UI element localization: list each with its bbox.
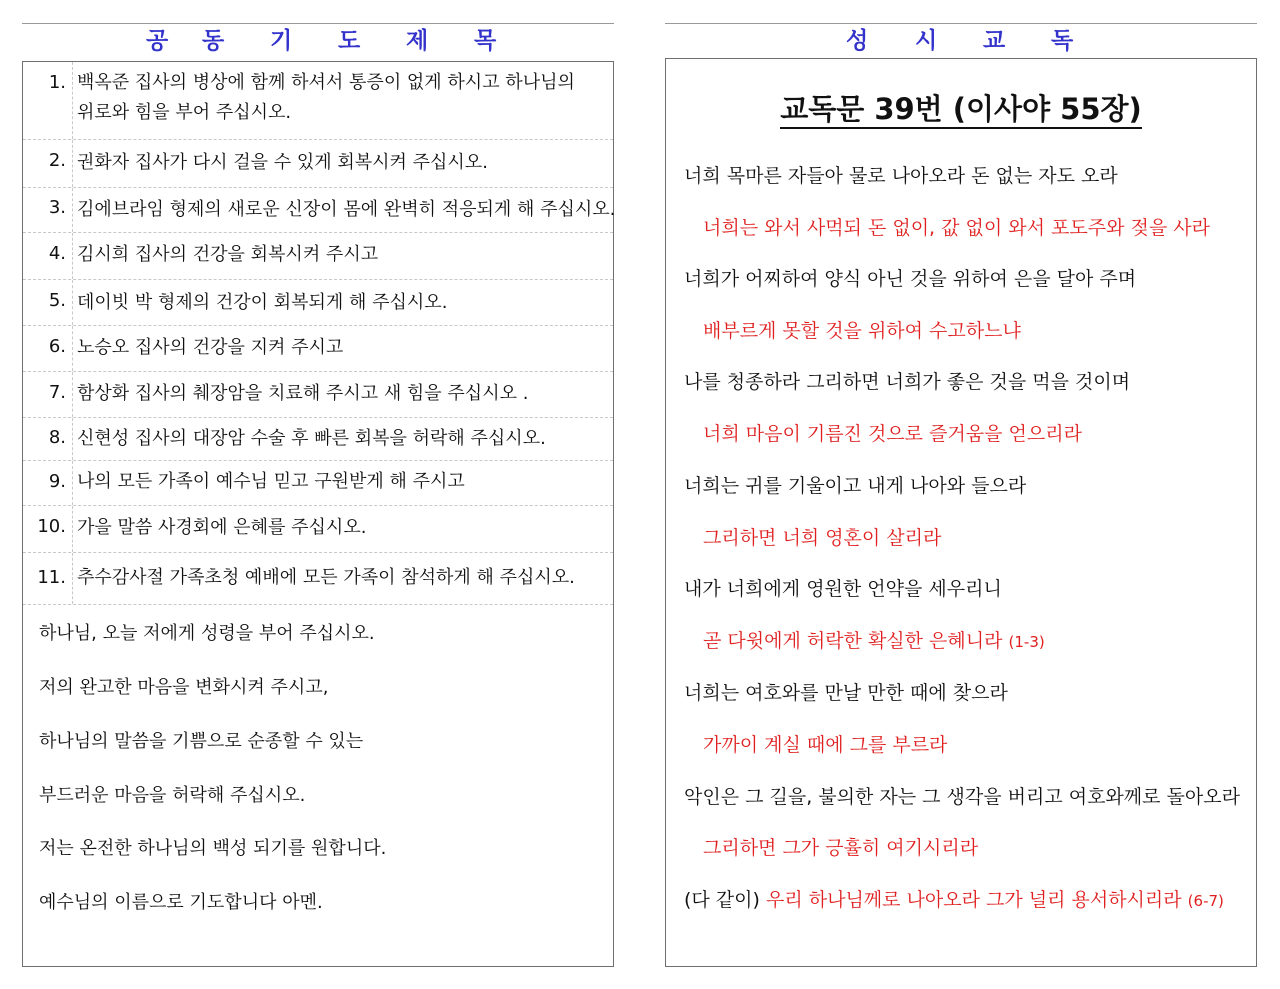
reading-leader-line: 악인은 그 길을, 불의한 자는 그 생각을 버리고 여호와께로 돌아오라 <box>684 786 1240 808</box>
prayer-heading <box>22 26 614 56</box>
reading-heading-char: 시 <box>915 28 938 54</box>
prayer-item-text: 백옥준 집사의 병상에 함께 하셔서 통증이 없게 하시고 하나님의 위로와 힘을 부어 주십시오. <box>77 72 575 123</box>
prayer-item <box>23 280 613 326</box>
prayer-panel <box>22 61 614 967</box>
prayer-item <box>23 418 613 461</box>
prayer-item-text: 추수감사절 가족초청 예배에 모든 가족이 참석하게 해 주십시오. <box>77 567 575 588</box>
prayer-item-number: 4. <box>48 243 66 264</box>
prayer-heading-char: 제 <box>406 28 429 54</box>
prayer-item <box>23 188 616 233</box>
prayer-closing-line: 하나님의 말씀을 기쁨으로 순종할 수 있는 <box>39 731 364 752</box>
right-top-rule <box>665 23 1257 24</box>
reading-response-line: 너희 마음이 기름진 것으로 즐거움을 얻으리라 <box>703 423 1082 445</box>
reading-leader-line: 너희는 귀를 기울이고 내게 나아와 들으라 <box>684 475 1027 497</box>
prayer-item <box>23 326 613 372</box>
prayer-item <box>23 553 613 605</box>
prayer-item-text: 함상화 집사의 췌장암을 치료해 주시고 새 힘을 주십시오 . <box>77 383 529 404</box>
reading-title: 교독문 39번 (이사야 55장) <box>666 90 1256 128</box>
prayer-closing-line: 저의 완고한 마음을 변화시켜 주시고, <box>39 677 329 698</box>
prayer-heading-char: 도 <box>338 28 361 54</box>
prayer-heading-char: 목 <box>474 28 497 54</box>
reading-response-line: 그리하면 너희 영혼이 살리라 <box>703 527 942 549</box>
verse-reference: (6-7) <box>1187 892 1224 910</box>
prayer-closing-line: 하나님, 오늘 저에게 성령을 부어 주십시오. <box>39 623 375 644</box>
prayer-item-text: 나의 모든 가족이 예수님 믿고 구원받게 해 주시고 <box>77 471 465 492</box>
prayer-item-text: 김에브라임 형제의 새로운 신장이 몸에 완벽히 적응되게 해 주십시오. <box>77 199 616 220</box>
reading-heading-char: 성 <box>846 28 869 54</box>
prayer-item-number: 5. <box>48 290 66 311</box>
prayer-item-text: 데이빗 박 형제의 건강이 회복되게 해 주십시오. <box>77 292 448 313</box>
reading-response-line: 그리하면 그가 긍휼히 여기시리라 <box>703 837 979 859</box>
reading-unison-line <box>684 887 1224 914</box>
prayer-item-text: 신현성 집사의 대장암 수술 후 빠른 회복을 허락해 주십시오. <box>77 428 546 449</box>
prayer-item-number: 1. <box>48 72 66 93</box>
reading-leader-line: 너희는 여호와를 만날 만한 때에 찾으라 <box>684 682 1008 704</box>
reading-leader-line: 나를 청종하라 그리하면 너희가 좋은 것을 먹을 것이며 <box>684 371 1131 393</box>
prayer-item-text: 노승오 집사의 건강을 지켜 주시고 <box>77 337 344 358</box>
prayer-closing-line: 부드러운 마음을 허락해 주십시오. <box>39 785 306 806</box>
prayer-item-text: 권화자 집사가 다시 걸을 수 있게 회복시켜 주십시오. <box>77 152 488 173</box>
unison-text: 우리 하나님께로 나아오라 그가 널리 용서하시리라 <box>765 889 1182 911</box>
prayer-heading-char: 공 <box>146 28 169 54</box>
prayer-item-number: 6. <box>48 336 66 357</box>
prayer-closing-line: 예수님의 이름으로 기도합니다 아멘. <box>39 892 323 913</box>
reading-response-line: 가까이 계실 때에 그를 부르라 <box>703 734 948 756</box>
prayer-item-text: 김시희 집사의 건강을 회복시켜 주시고 <box>77 244 379 265</box>
reading-leader-line: 너희 목마른 자들아 물로 나아오라 돈 없는 자도 오라 <box>684 165 1118 187</box>
prayer-item <box>23 461 613 506</box>
prayer-item-text: 가을 말씀 사경회에 은혜를 주십시오. <box>77 517 367 538</box>
prayer-item <box>23 62 613 140</box>
prayer-item <box>23 233 613 280</box>
reading-response-line: 너희는 와서 사먹되 돈 없이, 값 없이 와서 포도주와 젖을 사라 <box>703 217 1210 239</box>
reading-leader-line: 너희가 어찌하여 양식 아닌 것을 위하여 은을 달아 주며 <box>684 268 1137 290</box>
prayer-item <box>23 506 613 553</box>
reading-heading <box>665 26 1257 56</box>
prayer-heading-char: 기 <box>270 28 293 54</box>
reading-response-line: 곧 다윗에게 허락한 확실한 은혜니라 (1-3) <box>703 630 1045 652</box>
prayer-item <box>23 372 613 418</box>
reading-panel <box>665 58 1257 967</box>
prayer-item-number: 3. <box>48 197 66 218</box>
prayer-heading-char: 동 <box>202 28 225 54</box>
reading-leader-line: 내가 너희에게 영원한 언약을 세우리니 <box>684 578 1002 600</box>
prayer-item-number: 11. <box>37 567 66 588</box>
prayer-closing-line: 저는 온전한 하나님의 백성 되기를 원합니다. <box>39 838 387 859</box>
prayer-item-number: 7. <box>48 382 66 403</box>
reading-heading-char: 독 <box>1051 28 1074 54</box>
reading-response-line: 배부르게 못할 것을 위하여 수고하느냐 <box>703 320 1021 342</box>
left-top-rule <box>22 23 614 24</box>
prayer-item-number: 8. <box>48 427 66 448</box>
prayer-item <box>23 140 613 188</box>
verse-reference: (1-3) <box>1008 633 1045 651</box>
prayer-item-number: 2. <box>48 150 66 171</box>
unison-prefix: (다 같이) <box>684 889 760 911</box>
prayer-item-number: 10. <box>37 516 66 537</box>
prayer-item-number: 9. <box>48 471 66 492</box>
reading-heading-char: 교 <box>983 28 1006 54</box>
